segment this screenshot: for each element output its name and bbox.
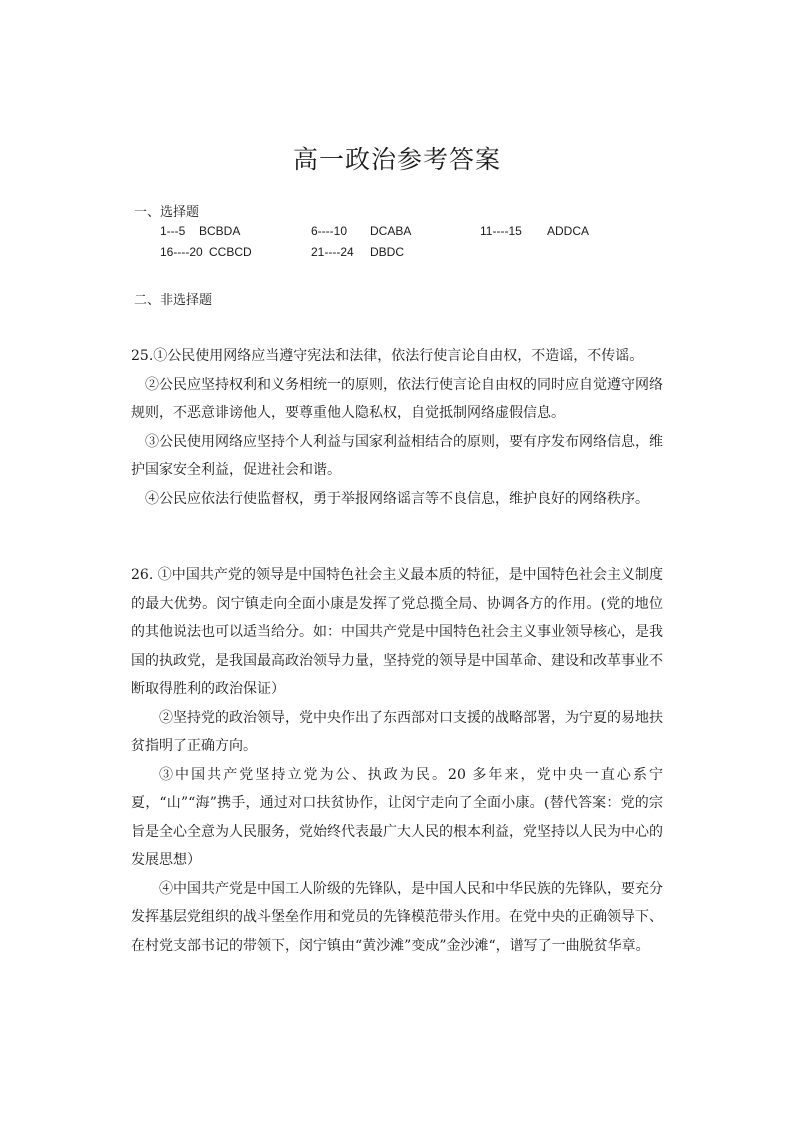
mc-range: 16----20: [160, 245, 203, 259]
mc-answer: ADDCA: [547, 224, 590, 238]
mc-answer-item: [160, 224, 241, 238]
mc-answer: DBDC: [370, 245, 405, 259]
question-25-answer: [131, 342, 663, 513]
mc-answer-item: [311, 224, 412, 238]
answer-point: ②公民应坚持权利和义务相统一的原则，依法行使言论自由权的同时应自觉遵守网络规则，不恶意诽谤他人，要尊重他人隐私权，自觉抵制网络虚假信息。: [131, 376, 663, 421]
answer-point: ②坚持党的政治领导，党中央作出了东西部对口支援的战略部署，为宁夏的易地扶贫指明了正确方向。: [131, 709, 663, 754]
answer-point: ③中国共产党坚持立党为公、执政为民。20 多年来，党中央一直心系宁夏，“山”“海”携手，通过对口扶贫协作，让闵宁走向了全面小康。(替代答案：党的宗旨是全心全意为人民服务，党始终代表最广大人民的根本利益，党坚持以人民为中心的发展思想）: [131, 766, 663, 868]
answer-point: ③公民使用网络应坚持个人利益与国家利益相结合的原则，要有序发布网络信息，维护国家安全利益，促进社会和谐。: [131, 433, 663, 478]
mc-answer-item: [311, 245, 405, 259]
mc-answer-item: [160, 245, 252, 259]
mc-range: 11----15: [480, 224, 522, 238]
answer-point: ④公民应依法行使监督权，勇于举报网络谣言等不良信息，维护良好的网络秩序。: [145, 490, 649, 507]
mc-range: 1---5: [160, 224, 186, 238]
mc-range: 21----24: [311, 245, 354, 259]
mc-answer: DCABA: [370, 224, 412, 238]
answer-point: ④中国共产党是中国工人阶级的先锋队，是中国人民和中华民族的先锋队，要充分发挥基层党组织的战斗堡垒作用和党员的先锋模范带头作用。在党中央的正确领导下、在村党支部书记的带领下，闵宁镇由“黄沙滩”变成”金沙滩“，谱写了一曲脱贫华章。: [131, 880, 663, 954]
mc-answer-item: [480, 224, 590, 238]
section-heading-non-multiple-choice: 二、非选择题: [134, 292, 213, 307]
question-26-answer: [131, 561, 663, 960]
page-title: 高一政治参考答案: [292, 145, 501, 174]
mc-answer: CCBCD: [209, 245, 252, 259]
section-heading-multiple-choice: 一、选择题: [134, 204, 200, 219]
mc-answer: BCBDA: [199, 224, 241, 238]
mc-range: 6----10: [311, 224, 348, 238]
answer-point: 25.①公民使用网络应当遵守宪法和法律，依法行使言论自由权，不造谣，不传谣。: [131, 348, 644, 364]
answer-point: 26. ①中国共产党的领导是中国特色社会主义最本质的特征，是中国特色社会主义制度的最大优势。闵宁镇走向全面小康是发挥了党总揽全局、协调各方的作用。(党的地位的其他说法也可以适当给分。如：中国共产党是中国特色社会主义事业领导核心，是我国的执政党，是我国最高政治领导力量，坚持党的领导是中国革命、建设和改革事业不断取得胜利的政治保证）: [131, 567, 663, 697]
